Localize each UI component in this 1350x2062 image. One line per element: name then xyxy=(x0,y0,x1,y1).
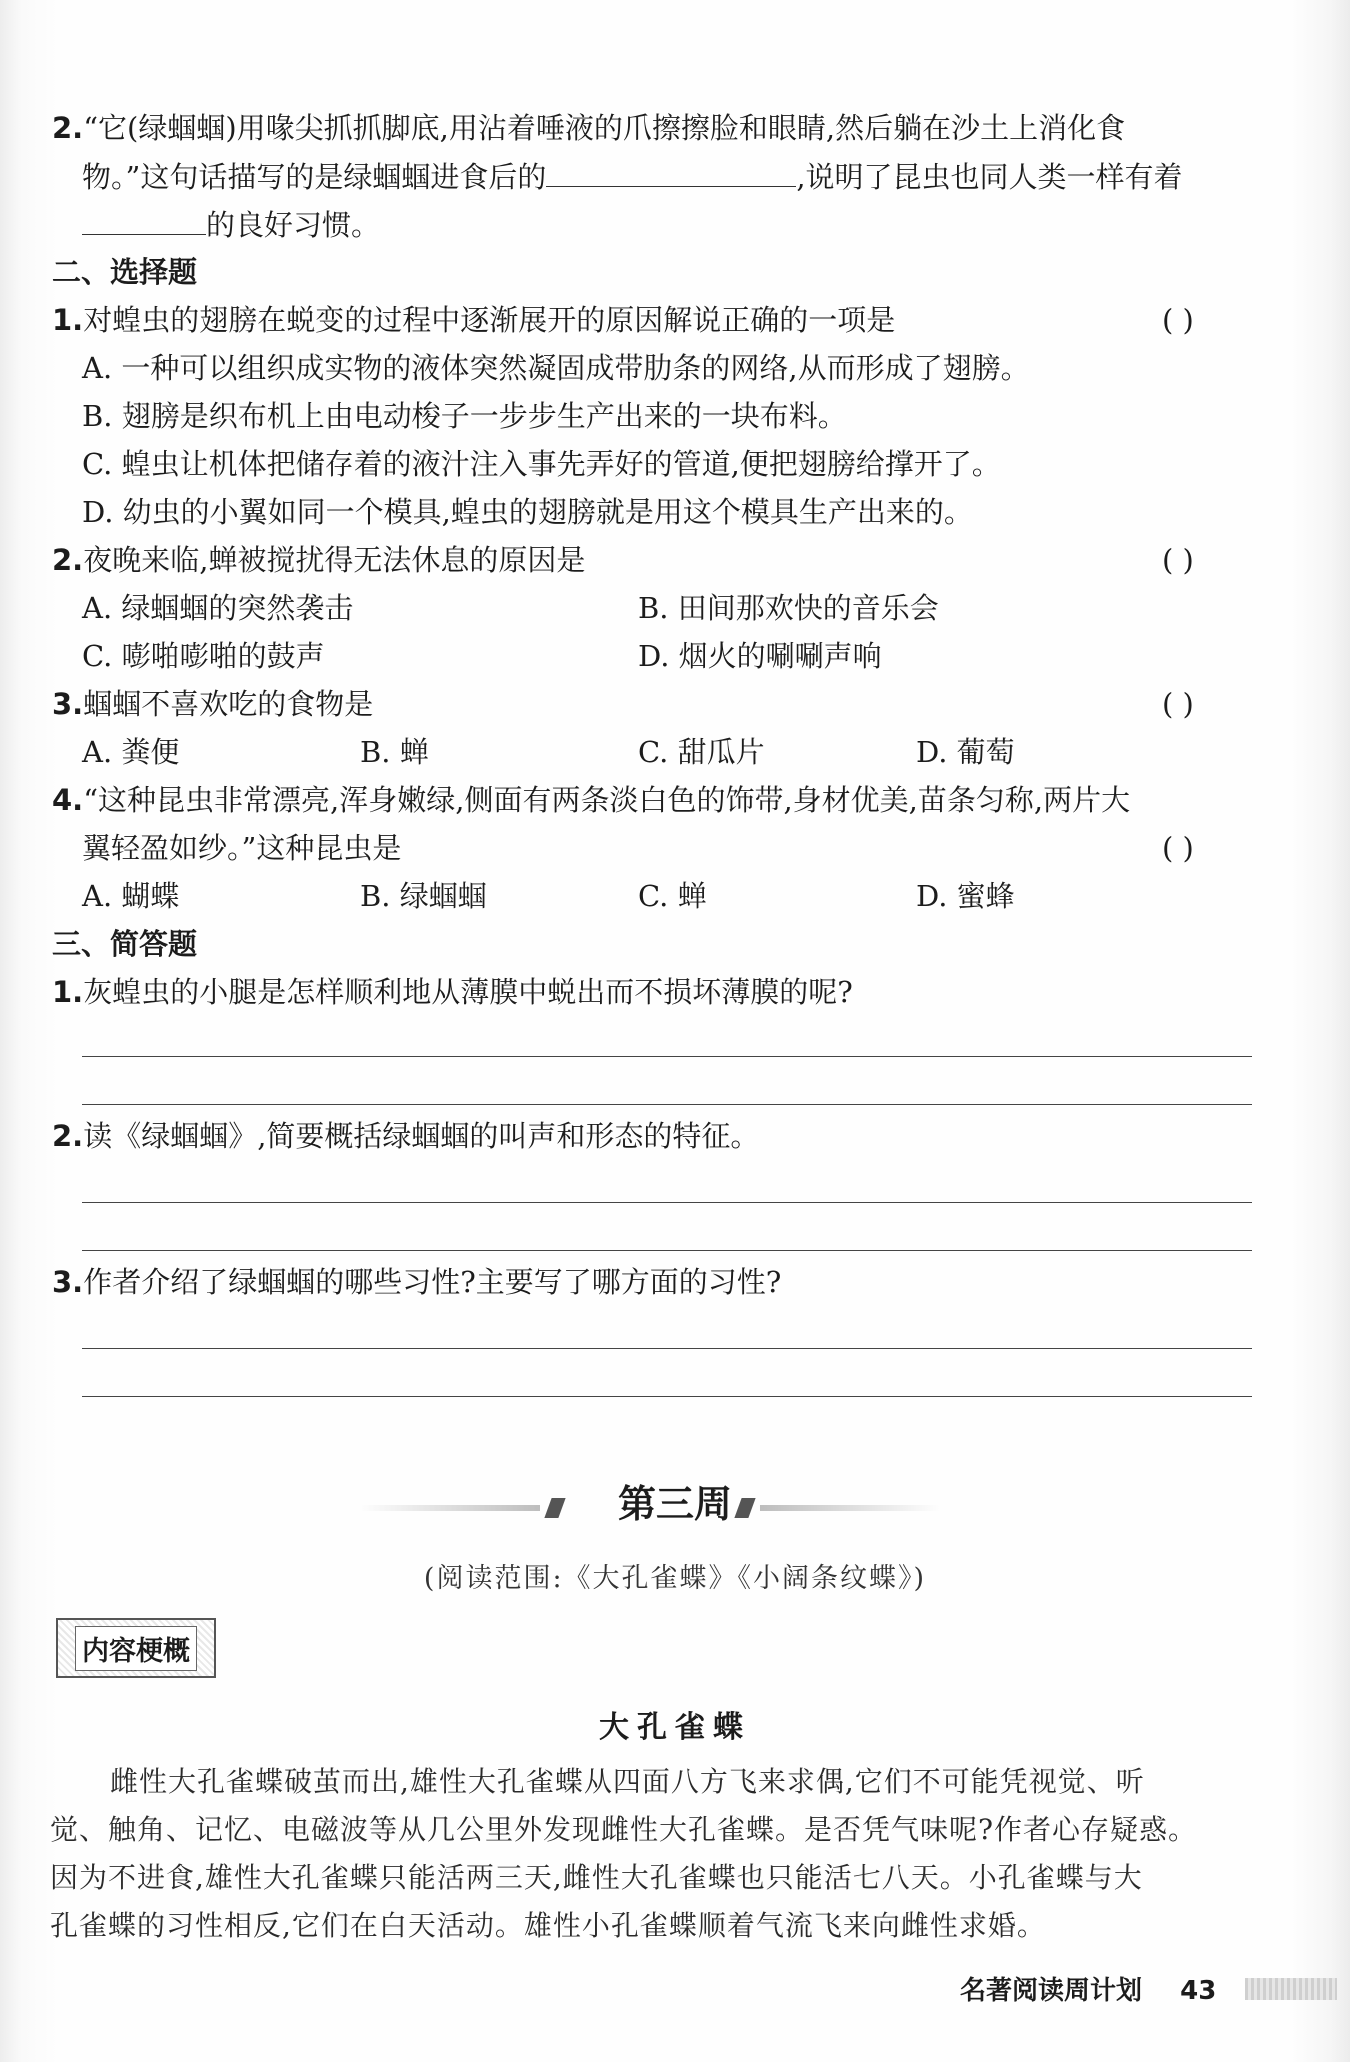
answer-line[interactable] xyxy=(82,1202,1252,1203)
question-text: 蝈蝈不喜欢吃的食物是 xyxy=(83,687,374,721)
choice-q4-line1 xyxy=(52,780,1130,820)
answer-line[interactable] xyxy=(82,1056,1252,1057)
content-summary-badge xyxy=(56,1618,216,1678)
question-text: 作者介绍了绿蝈蝈的哪些习性?主要写了哪方面的习性? xyxy=(83,1265,782,1299)
answer-line[interactable] xyxy=(82,1348,1252,1349)
question-text: “这种昆虫非常漂亮,浑身嫩绿,侧面有两条淡白色的饰带,身材优美,苗条匀称,两片大 xyxy=(83,783,1131,817)
choice-q1-option-b: B. 翅膀是织布机上由电动梭子一步步生产出来的一块布料。 xyxy=(82,399,847,433)
answer-line[interactable] xyxy=(82,1250,1252,1251)
question-text: ,说明了昆虫也同人类一样有着 xyxy=(796,160,1183,194)
choice-q2-option-a: A. 绿蝈蝈的突然袭击 xyxy=(82,591,354,625)
short-q1 xyxy=(52,972,853,1012)
answer-parentheses[interactable]: ( ) xyxy=(1162,303,1194,337)
page-number: 43 xyxy=(1180,1976,1217,2006)
answer-blank[interactable] xyxy=(82,204,206,235)
choice-q3-option-b: B. 蝉 xyxy=(360,735,429,769)
choice-q2-option-d: D. 烟火的唰唰声响 xyxy=(638,639,882,673)
fill-q2-line3 xyxy=(82,204,380,245)
answer-parentheses[interactable]: ( ) xyxy=(1162,831,1194,865)
question-text: 灰蝗虫的小腿是怎样顺利地从薄膜中蜕出而不损坏薄膜的呢? xyxy=(83,975,853,1009)
choice-q1-option-c: C. 蝗虫让机体把储存着的液汁注入事先弄好的管道,便把翅膀给撑开了。 xyxy=(82,447,1001,481)
choice-q2-option-b: B. 田间那欢快的音乐会 xyxy=(638,591,939,625)
question-number: 1. xyxy=(52,303,84,337)
choice-q3-option-a: A. 粪便 xyxy=(82,735,180,769)
question-text: 对蝗虫的翅膀在蜕变的过程中逐渐展开的原因解说正确的一项是 xyxy=(83,303,896,337)
choice-q2-option-c: C. 嘭啪嘭啪的鼓声 xyxy=(82,639,325,673)
summary-paragraph-line: 雌性大孔雀蝶破茧而出,雄性大孔雀蝶从四面八方飞来求偶,它们不可能凭视觉、听 xyxy=(110,1765,1145,1798)
choice-q4-option-d: D. 蜜蜂 xyxy=(916,879,1015,913)
choice-q3 xyxy=(52,684,373,724)
page-footer xyxy=(960,1970,1216,2007)
fill-q2-line2 xyxy=(82,156,1183,197)
choice-q4-line2: 翼轻盈如纱。”这种昆虫是 xyxy=(82,831,402,865)
question-number: 4. xyxy=(52,783,84,817)
question-number: 1. xyxy=(52,975,84,1009)
footer-decoration xyxy=(1245,1978,1337,2000)
question-text: 的良好习惯。 xyxy=(206,208,381,242)
choice-q1-option-d: D. 幼虫的小翼如同一个模具,蝗虫的翅膀就是用这个模具生产出来的。 xyxy=(82,495,973,529)
title-ornament-right xyxy=(760,1505,940,1511)
choice-q3-option-c: C. 甜瓜片 xyxy=(638,735,765,769)
choice-q3-option-d: D. 葡萄 xyxy=(916,735,1015,769)
week-title: 第三周 xyxy=(617,1482,732,1526)
summary-paragraph-line: 孔雀蝶的习性相反,它们在白天活动。雄性小孔雀蝶顺着气流飞来向雌性求婚。 xyxy=(50,1909,1046,1942)
section-heading-choice: 二、选择题 xyxy=(52,255,198,289)
answer-parentheses[interactable]: ( ) xyxy=(1162,543,1194,577)
choice-q4-option-c: C. 蝉 xyxy=(638,879,707,913)
summary-paragraph-line: 因为不进食,雄性大孔雀蝶只能活两三天,雌性大孔雀蝶也只能活七八天。小孔雀蝶与大 xyxy=(50,1861,1143,1894)
summary-paragraph-line: 觉、触角、记忆、电磁波等从几公里外发现雌性大孔雀蝶。是否凭气味呢?作者心存疑惑。 xyxy=(50,1813,1198,1846)
short-q2 xyxy=(52,1116,759,1156)
choice-q1 xyxy=(52,300,895,340)
answer-line[interactable] xyxy=(82,1396,1252,1397)
question-text: “它(绿蝈蝈)用喙尖抓抓脚底,用沾着唾液的爪擦擦脸和眼睛,然后躺在沙土上消化食 xyxy=(83,111,1126,145)
reading-range: (阅读范围:《大孔雀蝶》《小阔条纹蝶》) xyxy=(423,1563,927,1594)
choice-q1-option-a: A. 一种可以组织成实物的液体突然凝固成带肋条的网络,从而形成了翅膀。 xyxy=(82,351,1030,385)
answer-blank[interactable] xyxy=(546,156,796,187)
section-heading-short-answer: 三、简答题 xyxy=(52,927,198,961)
question-text: 读《绿蝈蝈》,简要概括绿蝈蝈的叫声和形态的特征。 xyxy=(83,1119,760,1153)
section-subtitle: 大孔雀蝶 xyxy=(599,1710,751,1745)
answer-parentheses[interactable]: ( ) xyxy=(1162,687,1194,721)
short-q3 xyxy=(52,1262,781,1302)
question-number: 2. xyxy=(52,1119,84,1153)
badge-label: 内容梗概 xyxy=(75,1626,197,1671)
question-number: 3. xyxy=(52,1265,84,1299)
choice-q2 xyxy=(52,540,585,580)
answer-line[interactable] xyxy=(82,1104,1252,1105)
question-text: 夜晚来临,蝉被搅扰得无法休息的原因是 xyxy=(83,543,586,577)
question-number: 2. xyxy=(52,543,84,577)
question-number: 2. xyxy=(52,111,84,145)
choice-q4-option-a: A. 蝴蝶 xyxy=(82,879,180,913)
choice-q4-option-b: B. 绿蝈蝈 xyxy=(360,879,487,913)
fill-q2-line1 xyxy=(52,108,1125,148)
book-title: 名著阅读周计划 xyxy=(960,1976,1143,2006)
question-number: 3. xyxy=(52,687,84,721)
question-text: 物。”这句话描写的是绿蝈蝈进食后的 xyxy=(82,160,547,194)
